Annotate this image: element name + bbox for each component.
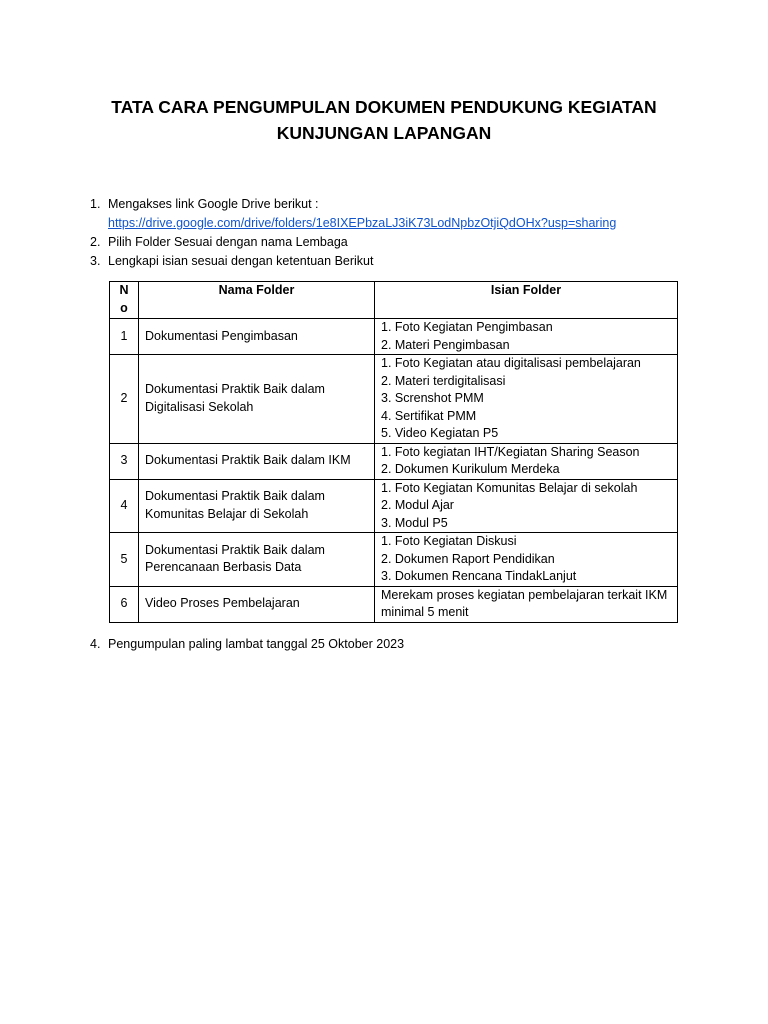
row-number: 1: [110, 319, 139, 355]
title-line-2: KUNJUNGAN LAPANGAN: [276, 123, 492, 143]
folder-contents: 1. Foto Kegiatan Pengimbasan 2. Materi Pengimbasan: [375, 319, 678, 355]
folder-table: [109, 281, 678, 623]
step-text: Mengakses link Google Drive berikut :: [108, 197, 319, 211]
step-text: Lengkapi isian sesuai dengan ketentuan Berikut: [108, 254, 374, 268]
step-number: 2.: [90, 235, 101, 249]
table-row: [110, 319, 678, 355]
step-text: Pengumpulan paling lambat tanggal 25 Oktober 2023: [108, 637, 405, 651]
step-1: [90, 195, 690, 233]
table-row: [110, 443, 678, 479]
title-line-1: TATA CARA PENGUMPULAN DOKUMEN PENDUKUNG KEGIATAN: [111, 97, 657, 117]
folder-contents: 1. Foto Kegiatan Diskusi 2. Dokumen Raport Pendidikan 3. Dokumen Rencana TindakLanjut: [375, 533, 678, 587]
step-text: Pilih Folder Sesuai dengan nama Lembaga: [108, 235, 348, 249]
document-title: [0, 94, 768, 146]
step-number: 4.: [90, 637, 101, 651]
row-number: 4: [110, 479, 139, 533]
row-number: 2: [110, 355, 139, 444]
step-number: 3.: [90, 254, 101, 268]
folder-name: Dokumentasi Praktik Baik dalam IKM: [139, 443, 375, 479]
step-2: [90, 233, 690, 252]
table-row: [110, 479, 678, 533]
folder-name: Dokumentasi Praktik Baik dalam Digitalisasi Sekolah: [139, 355, 375, 444]
folder-name: Dokumentasi Pengimbasan: [139, 319, 375, 355]
table-row: [110, 533, 678, 587]
header-isian-folder: Isian Folder: [375, 282, 678, 319]
folder-name: Video Proses Pembelajaran: [139, 586, 375, 622]
folder-contents: Merekam proses kegiatan pembelajaran terkait IKM minimal 5 menit: [375, 586, 678, 622]
step-3: [90, 252, 690, 271]
step-4: [90, 635, 690, 654]
steps-list: [90, 195, 690, 271]
table-header-row: [110, 282, 678, 319]
folder-name: Dokumentasi Praktik Baik dalam Perencanaan Berbasis Data: [139, 533, 375, 587]
folder-name: Dokumentasi Praktik Baik dalam Komunitas Belajar di Sekolah: [139, 479, 375, 533]
row-number: 6: [110, 586, 139, 622]
final-step-list: [90, 635, 690, 654]
table-row: [110, 355, 678, 444]
folder-contents: 1. Foto kegiatan IHT/Kegiatan Sharing Season 2. Dokumen Kurikulum Merdeka: [375, 443, 678, 479]
header-nama-folder: Nama Folder: [139, 282, 375, 319]
folder-contents: 1. Foto Kegiatan atau digitalisasi pembelajaran 2. Materi terdigitalisasi 3. Screnshot PMM 4. Sertifikat PMM 5. Video Kegiatan P5: [375, 355, 678, 444]
folder-contents: 1. Foto Kegiatan Komunitas Belajar di sekolah 2. Modul Ajar 3. Modul P5: [375, 479, 678, 533]
row-number: 5: [110, 533, 139, 587]
row-number: 3: [110, 443, 139, 479]
table-row: [110, 586, 678, 622]
google-drive-link[interactable]: https://drive.google.com/drive/folders/1e8IXEPbzaLJ3iK73LodNpbzOtjiQdOHx?usp=sharing: [108, 216, 617, 230]
step-number: 1.: [90, 197, 101, 211]
header-no: N o: [110, 282, 139, 319]
